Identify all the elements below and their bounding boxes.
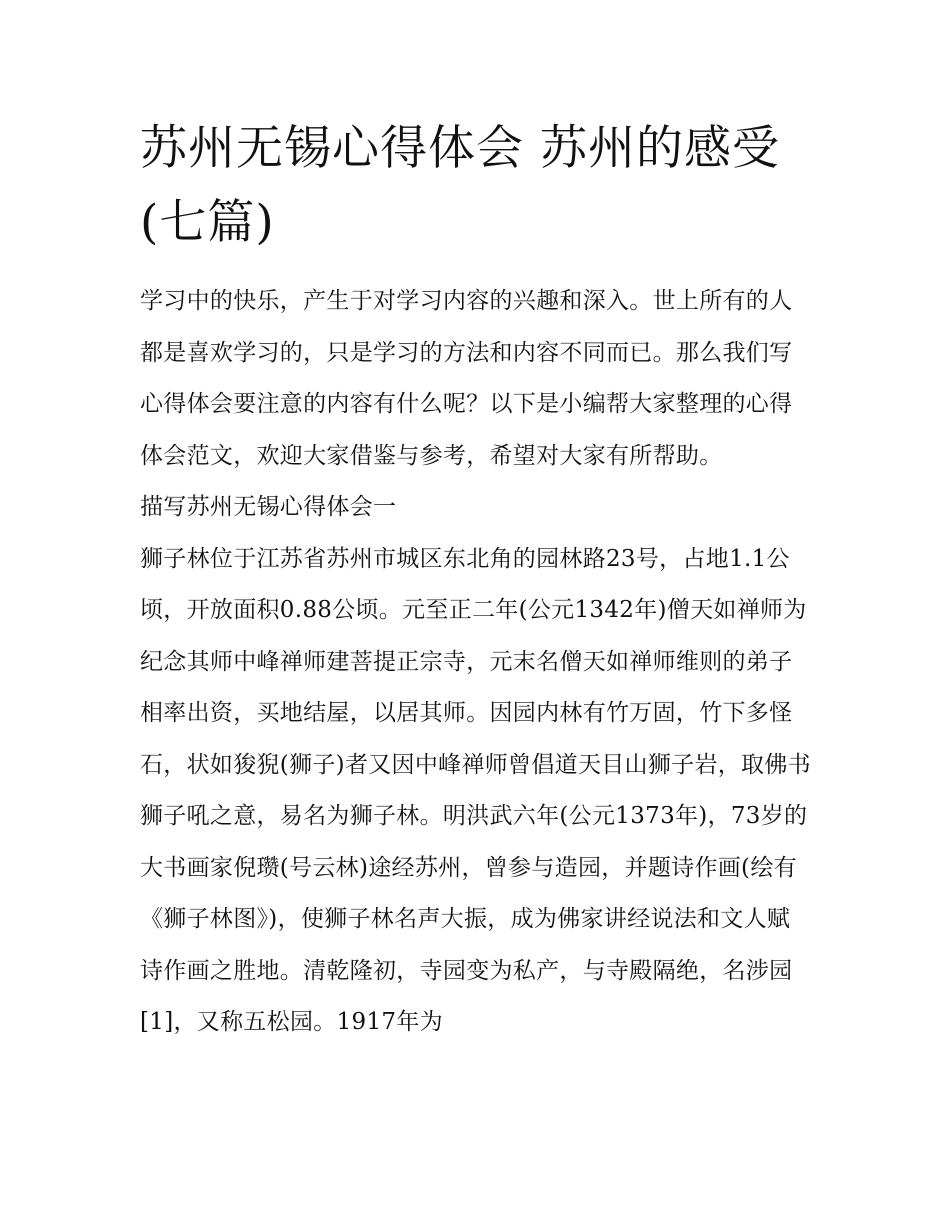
section-heading: 描写苏州无锡心得体会一 xyxy=(140,494,397,520)
document-body xyxy=(140,276,812,1049)
intro-paragraph: 学习中的快乐，产生于对学习内容的兴趣和深入。世上所有的人都是喜欢学习的，只是学习的方法和内容不同而已。那么我们写心得体会要注意的内容有什么呢？以下是小编帮大家整理的心得体会范文，欢迎大家借鉴与参考，希望对大家有所帮助。 xyxy=(140,288,793,469)
section-paragraph: 狮子林位于江苏省苏州市城区东北角的园林路23号，占地1.1公顷，开放面积0.88公顷。元至正二年(公元1342年)僧天如禅师为纪念其师中峰禅师建菩提正宗寺，元末名僧天如禅师维则的弟子相率出资，买地结屋，以居其师。因园内林有竹万固，竹下多怪石，状如狻猊(狮子)者又因中峰禅师曾倡道天目山狮子岩，取佛书狮子吼之意，易名为狮子林。明洪武六年(公元1373年)，73岁的大书画家倪瓒(号云林)途经苏州，曾参与造园，并题诗作画(绘有《狮子林图》)，使狮子林名声大振，成为佛家讲经说法和文人赋诗作画之胜地。清乾隆初，寺园变为私产，与寺殿隔绝，名涉园[1]，又称五松园。1917年为 xyxy=(140,545,811,1035)
document-title: 苏州无锡心得体会 苏州的感受(七篇) xyxy=(140,121,780,250)
